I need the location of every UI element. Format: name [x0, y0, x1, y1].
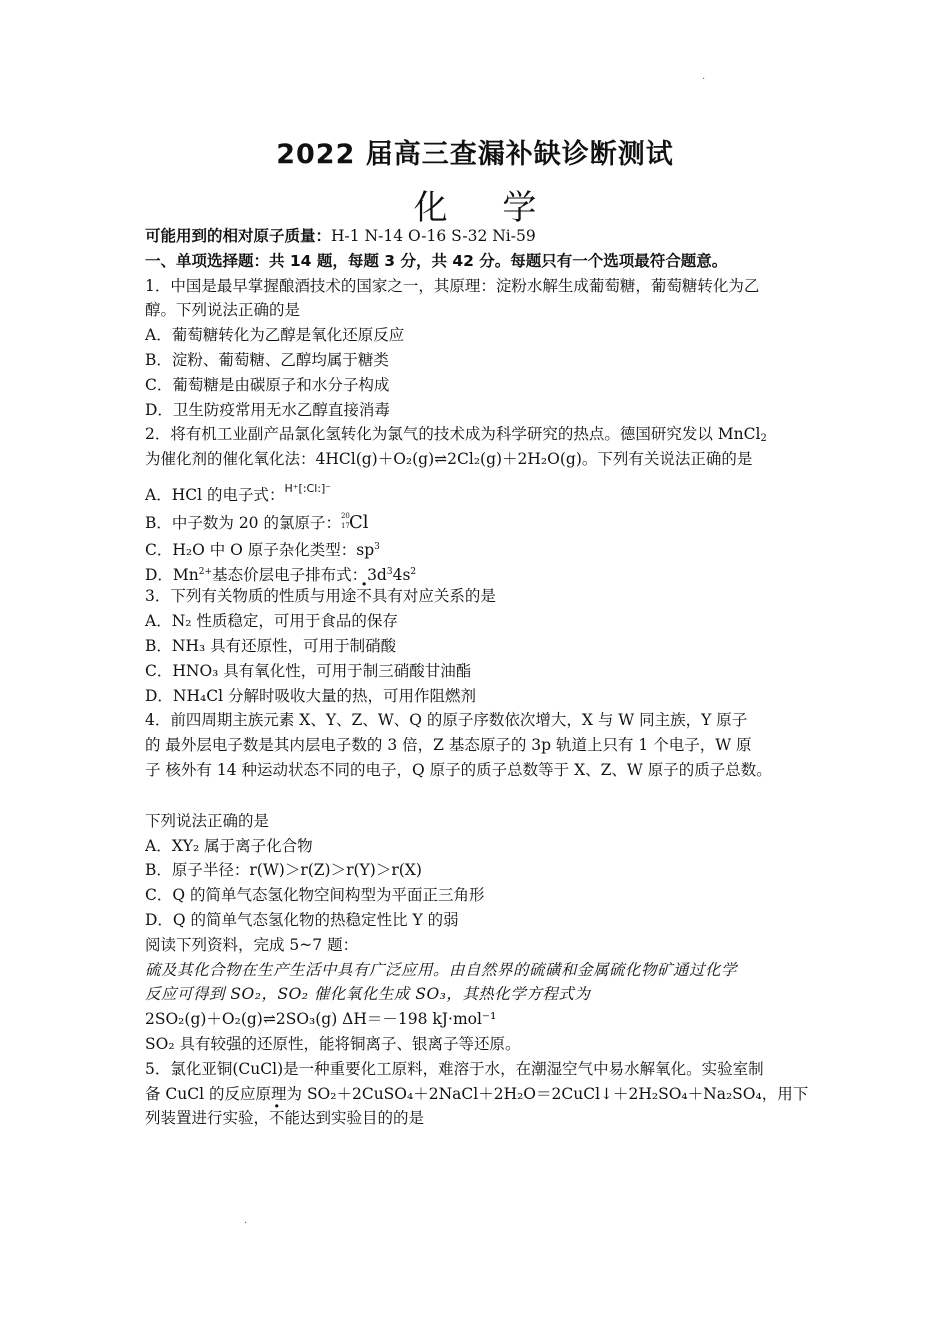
q3-stem-post: 具有对应关系的是: [371, 587, 496, 606]
q2-option-c-sup: 3: [374, 541, 380, 552]
q5-stem: [145, 1106, 825, 1131]
q2-stem: [145, 422, 825, 447]
atomic-number: 17: [340, 521, 350, 530]
q2-option-c: [145, 535, 825, 560]
scan-speck: ·: [702, 74, 706, 85]
passage-text: 硫及其化合物在生产生活中具有广泛应用。由自然界的硫磺和金属硫化物矿通过化学: [145, 960, 738, 979]
q1-option-d: D．卫生防疫常用无水乙醇直接消毒: [145, 400, 390, 419]
nuclide-notation: [341, 510, 349, 530]
q2-option-b: [145, 510, 825, 535]
passage-text: 反应可得到 SO₂，SO₂ 催化氧化生成 SO₃，其热化学方程式为: [145, 985, 591, 1004]
q1-stem: 醇。下列说法正确的是: [145, 301, 301, 320]
q4-option-c: C．Q 的简单气态氢化物空间构型为平面正三角形: [145, 886, 485, 905]
q5-stem: 备 CuCl 的反应原理为 SO₂＋2CuSO₄＋2NaCl＋2H₂O＝2CuCl↓＋2H₂SO₄＋Na₂SO₄，用下: [145, 1084, 809, 1103]
spacer: [145, 783, 825, 809]
q2-stem-subscript: 2: [760, 433, 767, 445]
q3-option-d: D．NH₄Cl 分解时吸收大量的热，可用作阻燃剂: [145, 686, 476, 705]
scan-speck: ·: [244, 1218, 248, 1229]
q3-option-a: A．N₂ 性质稳定，可用于食品的保存: [145, 612, 398, 631]
passage-intro: 阅读下列资料，完成 5~7 题：: [145, 935, 359, 954]
q2-option-a-label: A．HCl 的电子式：: [145, 485, 285, 504]
thermo-equation: 2SO₂(g)＋O₂(g)⇌2SO₃(g) ΔH＝－198 kJ·mol⁻¹: [145, 1010, 497, 1029]
q5-stem-post: 能达到实验目的的是: [284, 1109, 425, 1128]
q2-option-d: [145, 560, 825, 585]
q2-option-a: [145, 472, 825, 510]
q2-option-b-label: B．中子数为 20 的氯原子：: [145, 513, 341, 532]
q4-stem: 的 最外层电子数是其内层电子数的 3 倍，Z 基态原子的 3p 轨道上只有 1 个电子，W 原: [145, 736, 752, 755]
q4-stem: 4．前四周期主族元素 X、Y、Z、W、Q 的原子序数依次增大，X 与 W 同主族，Y 原子: [145, 711, 748, 730]
q2-option-d-text3: 4s: [392, 565, 411, 584]
q1-option-a: A．葡萄糖转化为乙醇是氧化还原反应: [145, 326, 405, 345]
exam-title: 2022 届高三查漏补缺诊断测试: [276, 139, 674, 170]
subject-title: 化 学: [413, 188, 559, 228]
q4-stem: 子 核外有 14 种运动状态不同的电子，Q 原子的质子总数等于 X、Z、W 原子的质子总数。: [145, 760, 772, 779]
q2-option-c-text: C．H₂O 中 O 原子杂化类型：sp: [145, 540, 375, 559]
q2-option-d-sup2: 3: [386, 566, 393, 577]
hcl-electron-formula: H⁺[:Cl:]⁻: [284, 481, 332, 495]
q3-stem: [145, 584, 825, 609]
atomic-mass-values: H-1 N-14 O-16 S-32 Ni-59: [331, 227, 536, 245]
q4-option-a: A．XY₂ 属于离子化合物: [145, 836, 313, 855]
q5-emphasis: 不: [269, 1109, 285, 1128]
q3-emphasis: 不: [356, 587, 372, 606]
passage-text: SO₂ 具有较强的还原性，能将铜离子、银离子等还原。: [145, 1034, 521, 1053]
mass-number: 20: [340, 511, 350, 520]
q3-option-c: C．HNO₃ 具有氧化性，可用于制三硝酸甘油酯: [145, 661, 472, 680]
q2-option-d-charge: 2+: [198, 566, 213, 577]
q4-option-b: B．原子半径：r(W)＞r(Z)＞r(Y)＞r(X): [145, 861, 422, 880]
q4-stem: 下列说法正确的是: [145, 811, 270, 830]
q2-stem-text: 2．将有机工业副产品氯化氢转化为氯气的技术成为科学研究的热点。德国研究发以 MnCl: [145, 425, 761, 444]
chlorine-symbol: Cl: [348, 511, 369, 533]
q1-stem: 1．中国是最早掌握酿酒技术的国家之一，其原理：淀粉水解生成葡萄糖，葡萄糖转化为乙: [145, 276, 760, 295]
q5-stem: 5．氯化亚铜(CuCl)是一种重要化工原料，难溶于水，在潮湿空气中易水解氧化。实验室制: [145, 1059, 764, 1078]
q2-option-d-text: D．Mn: [145, 565, 199, 584]
q2-stem: 为催化剂的催化氧化法：4HCl(g)＋O₂(g)⇌2Cl₂(g)＋2H₂O(g)。下列有关说法正确的是: [145, 450, 753, 469]
q1-option-b: B．淀粉、葡萄糖、乙醇均属于糖类: [145, 350, 389, 369]
exam-content: [145, 224, 825, 1131]
atomic-mass-label: 可能用到的相对原子质量：: [145, 227, 332, 245]
q3-stem-pre: 3．下列有关物质的性质与用途: [145, 587, 357, 606]
q1-option-c: C．葡萄糖是由碳原子和水分子构成: [145, 375, 390, 394]
q2-option-d-text2: 基态价层电子排布式：3d: [212, 565, 387, 584]
q2-option-d-sup3: 2: [410, 566, 417, 577]
q4-option-d: D．Q 的简单气态氢化物的热稳定性比 Y 的弱: [145, 910, 459, 929]
atomic-mass-line: [145, 224, 825, 249]
q3-option-b: B．NH₃ 具有还原性，可用于制硝酸: [145, 636, 397, 655]
section-heading: 一、单项选择题：共 14 题，每题 3 分，共 42 分。每题只有一个选项最符合题意。: [145, 251, 728, 270]
q5-stem-pre: 列装置进行实验，: [145, 1109, 270, 1128]
